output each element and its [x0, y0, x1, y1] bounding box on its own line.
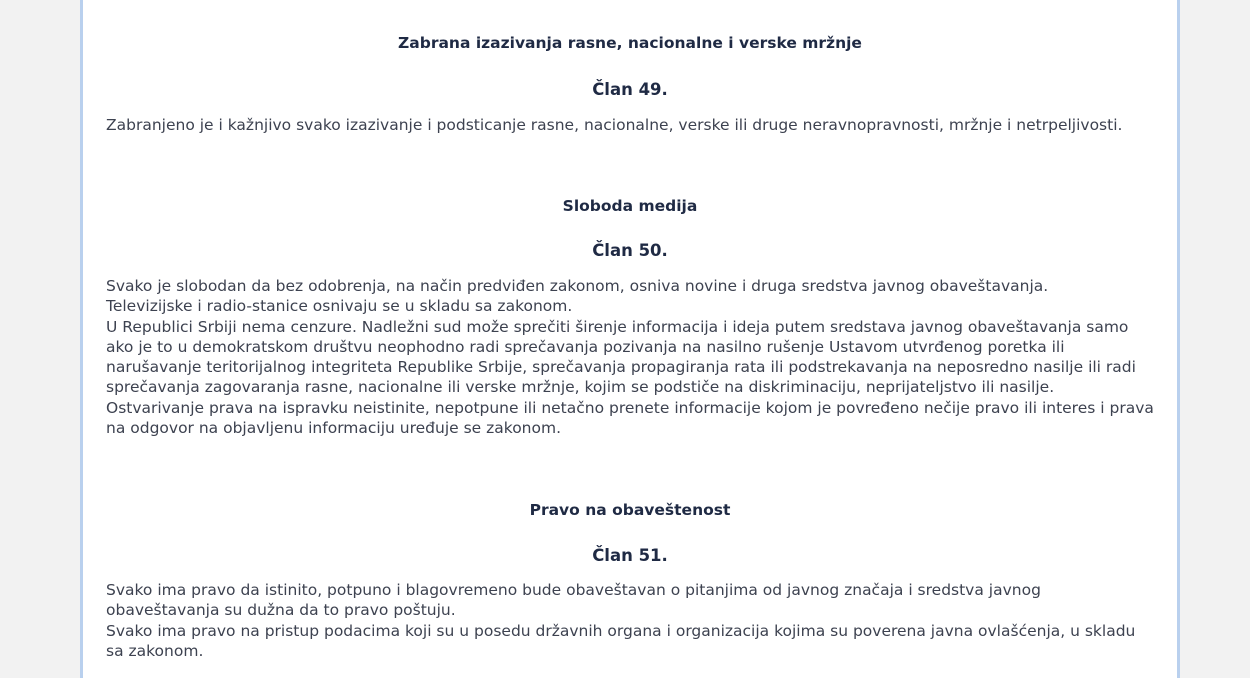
section-heading: Pravo na obaveštenost — [529, 501, 731, 519]
article-body — [106, 115, 1156, 135]
document-page — [80, 0, 1180, 678]
paragraph: Ostvarivanje prava na ispravku neistinite, nepotpune ili netačno prenete informacije kojom je povređeno nečije pravo ili interes i prava na odgovor na objavljenu informaciju uređuje se zakonom. — [106, 398, 1154, 438]
article-number: Član 49. — [592, 80, 668, 99]
paragraph: Svako je slobodan da bez odobrenja, na način predviđen zakonom, osniva novine i druga sredstva javnog obaveštavanja. — [106, 277, 1049, 295]
section-heading: Zabrana izazivanja rasne, nacionalne i verske mržnje — [398, 34, 862, 52]
article-number: Član 50. — [592, 241, 668, 260]
section-heading: Sloboda medija — [562, 197, 698, 215]
paragraph: Zabranjeno je i kažnjivo svako izazivanje i podsticanje rasne, nacionalne, verske ili druge neravnopravnosti, mržnje i netrpeljivosti. — [106, 116, 1123, 134]
article-body — [106, 276, 1156, 438]
paragraph: Svako ima pravo da istinito, potpuno i blagovremeno bude obaveštavan o pitanjima od javnog značaja i sredstva javnog obaveštavanja su dužna da to pravo poštuju. — [106, 581, 1041, 620]
article-body — [106, 580, 1156, 661]
paragraph: Televizijske i radio-stanice osnivaju se u skladu sa zakonom. — [106, 297, 573, 316]
paragraph: U Republici Srbiji nema cenzure. Nadležni sud može sprečiti širenje informacija i ideja putem sredstava javnog obaveštavanja samo ako je to u demokratskom društvu neophodno radi sprečavanja pozivanja na nasilno rušenje Ustavom utvrđenog poretka ili narušavanje teritorijalnog integriteta Republike Srbije, sprečavanja propagiranja rata ili podstrekavanja na neposredno nasilje ili radi sprečavanja zagovaranja rasne, nacionalne ili verske mržnje, kojim se podstiče na diskriminaciju, neprijateljstvo ili nasilje. — [106, 317, 1136, 397]
paragraph: Svako ima pravo na pristup podacima koji su u posedu državnih organa i organizacija kojima su poverena javna ovlašćenja, u skladu sa zakonom. — [106, 621, 1136, 660]
article-number: Član 51. — [592, 546, 668, 565]
